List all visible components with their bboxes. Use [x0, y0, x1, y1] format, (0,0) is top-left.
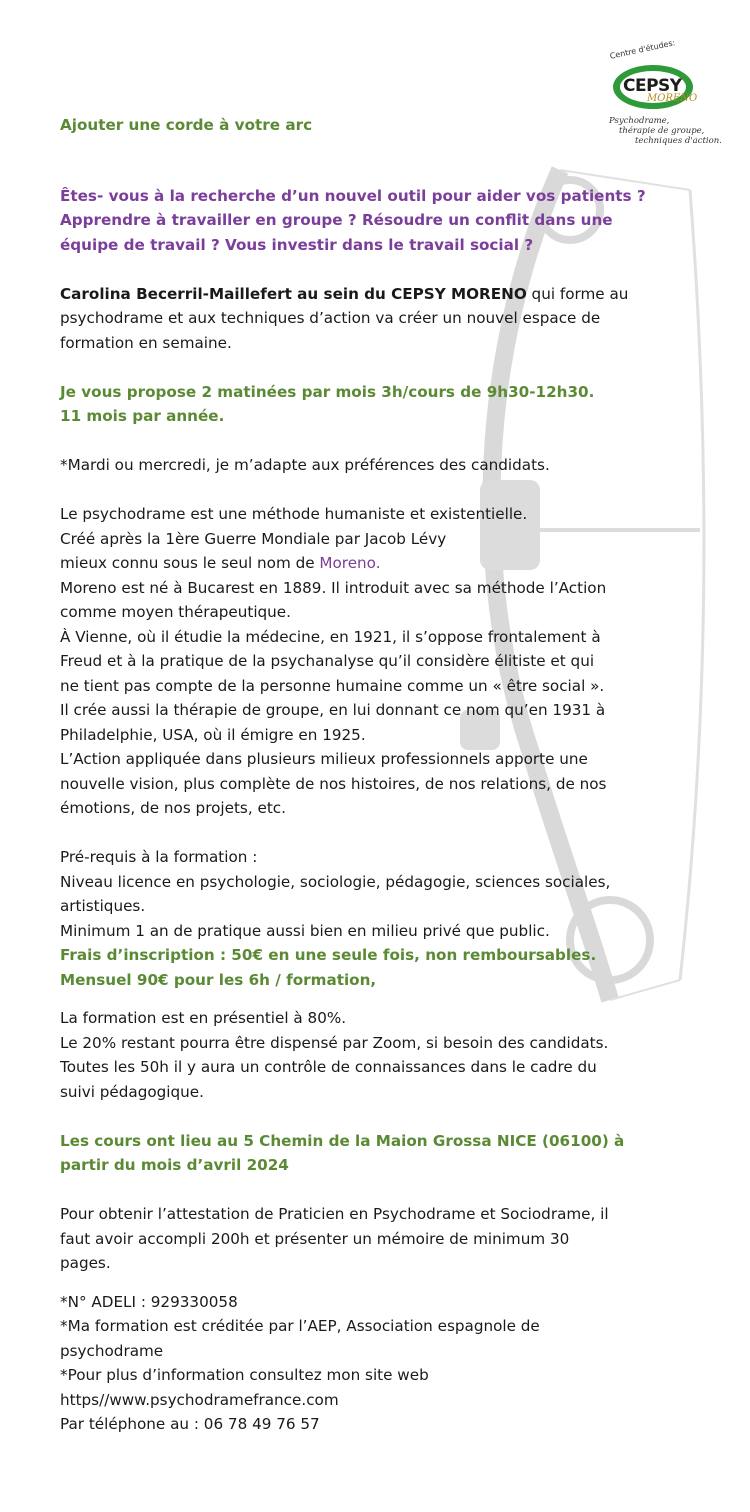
- accreditation-line: psychodrame: [60, 1341, 164, 1360]
- history-line: L’Action appliquée dans plusieurs milieux professionnels apporte une: [60, 750, 588, 768]
- format-line: Toutes les 50h il y aura un contrôle de connaissances dans le cadre du: [60, 1058, 597, 1076]
- training-format: [60, 1006, 700, 1104]
- intro-line: Êtes- vous à la recherche d’un nouvel outil pour aider vos patients ?: [60, 186, 646, 205]
- history-line: émotions, de nos projets, etc.: [60, 799, 286, 817]
- certification-line: Pour obtenir l’attestation de Praticien en Psychodrame et Sociodrame, il: [60, 1205, 609, 1223]
- prereq-line: Niveau licence en psychologie, sociologie, pédagogie, sciences sociales,: [60, 872, 611, 891]
- presenter-text: psychodrame et aux techniques d’action va créer un nouvel espace de: [60, 309, 601, 327]
- logo-tagline-line: Psychodrame,: [609, 116, 670, 126]
- schedule-line: Je vous propose 2 matinées par mois 3h/cours de 9h30-12h30.: [60, 382, 595, 401]
- history-line: À Vienne, où il étudie la médecine, en 1921, il s’oppose frontalement à: [60, 627, 601, 646]
- logo-tagline-line: techniques d'action.: [635, 136, 722, 146]
- logo-top-text: Centre d'études:: [609, 38, 676, 61]
- fees-line: Frais d’inscription : 50€ en une seule fois, non remboursables.: [60, 946, 597, 964]
- history-line: Il crée aussi la thérapie de groupe, en lui donnant ce nom qu’en 1931 à: [60, 701, 606, 719]
- phone-number[interactable]: Par téléphone au : 06 78 49 76 57: [60, 1415, 320, 1433]
- location-line: Les cours ont lieu au 5 Chemin de la Maion Grossa NICE (06100) à: [60, 1131, 625, 1150]
- intro-questions: [60, 184, 700, 258]
- adeli-number: *N° ADELI : 929330058: [60, 1292, 238, 1311]
- history-line: Freud et à la pratique de la psychanalyse qu’il considère élitiste et qui: [60, 652, 595, 670]
- certification-line: pages.: [60, 1254, 111, 1272]
- history-line: Le psychodrame est une méthode humaniste et existentielle.: [60, 505, 528, 523]
- history-line: Philadelphie, USA, où il émigre en 1925.: [60, 725, 366, 744]
- page-title: Ajouter une corde à votre arc: [60, 116, 313, 134]
- history-line: Créé après la 1ère Guerre Mondiale par Jacob Lévy: [60, 529, 447, 548]
- logo-brand: CEPSY: [623, 76, 682, 96]
- format-line: Le 20% restant pourra être dispensé par Zoom, si besoin des candidats.: [60, 1033, 609, 1052]
- history-line: comme moyen thérapeutique.: [60, 603, 291, 621]
- presenter-text: qui forme au: [526, 284, 629, 303]
- info-line: *Pour plus d’information consultez mon site web: [60, 1366, 429, 1384]
- fees-line: Mensuel 90€ pour les 6h / formation,: [60, 970, 377, 989]
- certification: [60, 1202, 700, 1276]
- format-line: La formation est en présentiel à 80%.: [60, 1009, 347, 1027]
- intro-line: équipe de travail ? Vous investir dans le travail social ?: [60, 235, 534, 254]
- fees: [60, 943, 700, 992]
- certification-line: faut avoir accompli 200h et présenter un mémoire de minimum 30: [60, 1229, 570, 1248]
- prereq-line: Pré-requis à la formation :: [60, 848, 258, 866]
- website-link[interactable]: https//www.psychodramefrance.com: [60, 1390, 339, 1409]
- history-paragraph: [60, 502, 700, 821]
- flyer-content: [60, 113, 700, 1437]
- prereq-line: artistiques.: [60, 897, 146, 915]
- prereq-line: Minimum 1 an de pratique aussi bien en milieu privé que public.: [60, 921, 550, 940]
- presenter-text: formation en semaine.: [60, 333, 232, 352]
- logo-brand-sub: MORENO: [647, 93, 698, 104]
- footer-info: [60, 1290, 700, 1437]
- intro-line: Apprendre à travailler en groupe ? Résoudre un conflit dans une: [60, 211, 613, 229]
- location-line: partir du mois d’avril 2024: [60, 1156, 289, 1174]
- history-line: mieux connu sous le seul nom de: [60, 554, 320, 572]
- moreno-name: Moreno.: [319, 554, 381, 572]
- format-line: suivi pédagogique.: [60, 1082, 204, 1101]
- location: [60, 1129, 700, 1178]
- adapt-note: *Mardi ou mercredi, je m’adapte aux préférences des candidats.: [60, 456, 550, 474]
- prerequisites: [60, 845, 700, 943]
- history-line: ne tient pas compte de la personne humaine comme un « être social ».: [60, 676, 605, 695]
- history-line: nouvelle vision, plus complète de nos histoires, de nos relations, de nos: [60, 774, 607, 793]
- schedule: [60, 380, 700, 429]
- schedule-line: 11 mois par année.: [60, 407, 225, 425]
- accreditation-line: *Ma formation est créditée par l’AEP, Association espagnole de: [60, 1317, 540, 1335]
- presenter-name: Carolina Becerril-Maillefert au sein du CEPSY MORENO: [60, 284, 527, 303]
- presenter-paragraph: [60, 282, 700, 356]
- logo-tagline-line: thérapie de groupe,: [619, 126, 705, 136]
- history-line: Moreno est né à Bucarest en 1889. Il introduit avec sa méthode l’Action: [60, 578, 607, 597]
